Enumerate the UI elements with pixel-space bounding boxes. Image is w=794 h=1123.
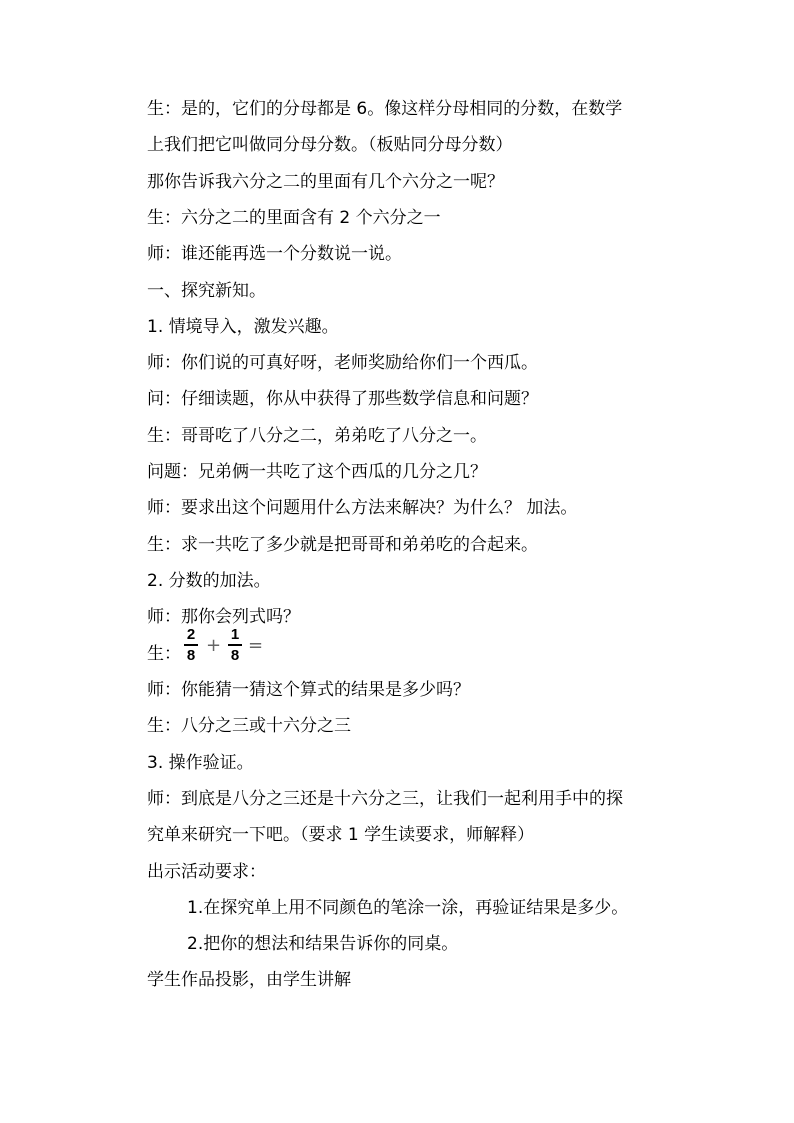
plus-sign: + [206, 635, 222, 656]
paragraph-line: 师：到底是八分之三还是十六分之三，让我们一起利用手中的探 [147, 789, 623, 809]
paragraph-line: 师：要求出这个问题用什么方法来解决？为什么？ 加法。 [147, 498, 578, 518]
paragraph-line: 问：仔细读题，你从中获得了那些数学信息和问题？ [147, 389, 538, 409]
numerator: 2 [186, 626, 196, 643]
paragraph-line: 生：哥哥吃了八分之二，弟弟吃了八分之一。 [147, 426, 487, 446]
paragraph-line: 生：求一共吃了多少就是把哥哥和弟弟吃的合起来。 [147, 535, 538, 555]
section-heading: 一、探究新知。 [147, 281, 266, 301]
speaker-label: 生： [147, 644, 181, 664]
subsection-heading: 2. 分数的加法。 [147, 571, 271, 591]
fraction-bar [228, 644, 242, 646]
denominator: 8 [230, 646, 240, 664]
paragraph-line: 出示活动要求： [147, 862, 266, 882]
fraction-equation [147, 626, 347, 666]
equals-sign: = [248, 635, 264, 656]
fraction-one-eighth [228, 626, 242, 664]
paragraph-line: 究单来研究一下吧。（要求 1 学生读要求，师解释） [147, 825, 535, 845]
paragraph-line: 学生作品投影，由学生讲解 [147, 970, 351, 990]
numerator: 1 [230, 626, 240, 643]
paragraph-line: 那你告诉我六分之二的里面有几个六分之一呢？ [147, 172, 504, 192]
fraction-bar [184, 644, 198, 646]
paragraph-line: 问题：兄弟俩一共吃了这个西瓜的几分之几？ [147, 462, 487, 482]
subsection-heading: 1. 情境导入，激发兴趣。 [147, 317, 339, 337]
paragraph-line: 师：你能猜一猜这个算式的结果是多少吗？ [147, 680, 470, 700]
requirement-item: 2.把你的想法和结果告诉你的同桌。 [187, 934, 459, 954]
paragraph-line: 师：谁还能再选一个分数说一说。 [147, 244, 402, 264]
paragraph-line: 生：八分之三或十六分之三 [147, 716, 351, 736]
denominator: 8 [186, 646, 196, 664]
paragraph-line: 生：是的，它们的分母都是 6。像这样分母相同的分数，在数学 [147, 99, 623, 119]
paragraph-line: 上我们把它叫做同分母分数。（板贴同分母分数） [147, 135, 513, 155]
requirement-item: 1.在探究单上用不同颜色的笔涂一涂，再验证结果是多少。 [187, 898, 629, 918]
fraction-two-eighths [184, 626, 198, 664]
paragraph-line: 师：那你会列式吗？ [147, 607, 300, 627]
paragraph-line: 生：六分之二的里面含有 2 个六分之一 [147, 208, 441, 228]
subsection-heading: 3. 操作验证。 [147, 753, 254, 773]
paragraph-line: 师：你们说的可真好呀，老师奖励给你们一个西瓜。 [147, 353, 538, 373]
